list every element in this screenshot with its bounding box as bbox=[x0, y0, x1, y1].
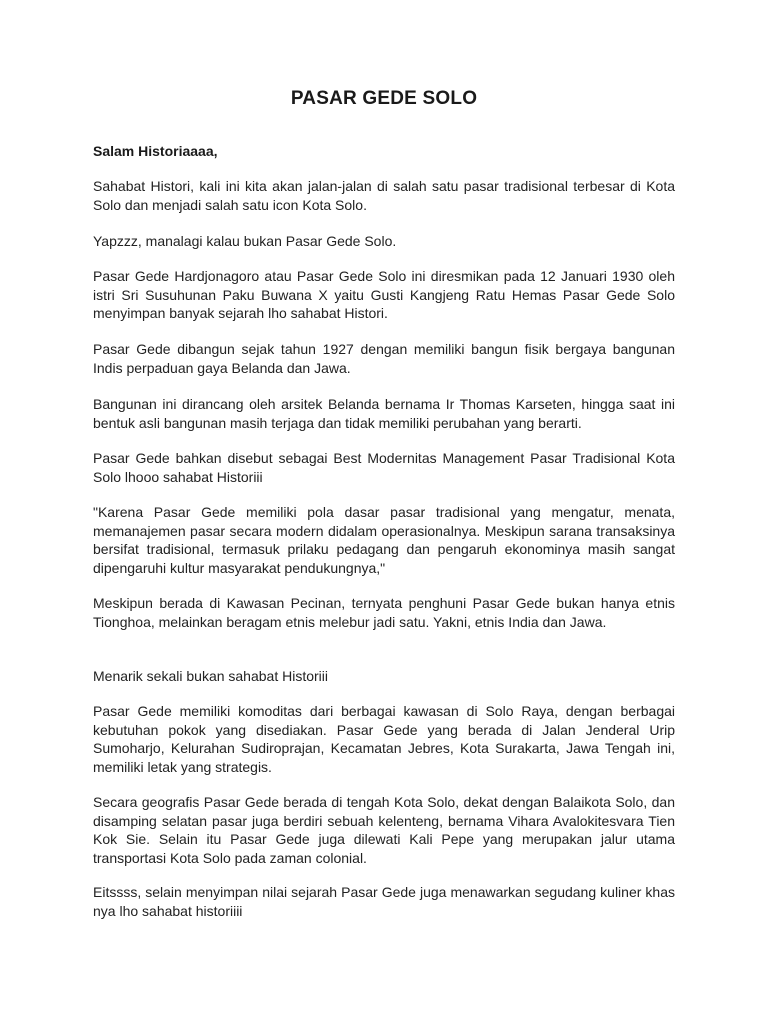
paragraph: Sahabat Histori, kali ini kita akan jalan-jalan di salah satu pasar tradisional terbesar di Kota Solo dan menjadi salah satu icon Kota Solo. bbox=[93, 178, 675, 213]
document-title: PASAR GEDE SOLO bbox=[290, 88, 478, 109]
paragraph: Pasar Gede dibangun sejak tahun 1927 dengan memiliki bangun fisik bergaya bangunan Indis perpaduan gaya Belanda dan Jawa. bbox=[93, 341, 675, 376]
paragraph: Meskipun berada di Kawasan Pecinan, ternyata penghuni Pasar Gede bukan hanya etnis Tionghoa, melainkan beragam etnis melebur jadi satu. Yakni, etnis India dan Jawa. bbox=[93, 595, 675, 630]
paragraph: "Karena Pasar Gede memiliki pola dasar pasar tradisional yang mengatur, menata, memanajemen pasar secara modern didalam operasionalnya. Meskipun sarana transaksinya bersifat tradisional, termasuk prilaku pedagang dan pengaruh ekonominya masih sangat dipengaruhi kultur masyarakat pendukungnya," bbox=[93, 504, 675, 576]
paragraph: Bangunan ini dirancang oleh arsitek Belanda bernama Ir Thomas Karseten, hingga saat ini bentuk asli bangunan masih terjaga dan tidak memiliki perubahan yang berarti. bbox=[93, 396, 675, 431]
paragraph: Pasar Gede bahkan disebut sebagai Best Modernitas Management Pasar Tradisional Kota Solo lhooo sahabat Historiii bbox=[93, 450, 675, 485]
paragraph: Yapzzz, manalagi kalau bukan Pasar Gede Solo. bbox=[93, 233, 397, 249]
paragraph: Pasar Gede Hardjonagoro atau Pasar Gede Solo ini diresmikan pada 12 Januari 1930 oleh istri Sri Susuhunan Paku Buwana X yaitu Gusti Kangjeng Ratu Hemas Pasar Gede Solo menyimpan banyak sejarah lho sahabat Histori. bbox=[93, 268, 675, 321]
paragraph: Secara geografis Pasar Gede berada di tengah Kota Solo, dekat dengan Balaikota Solo, dan disamping selatan pasar juga berdiri sebuah kelenteng, bernama Vihara Avalokitesvara Tien Kok Sie. Selain itu Pasar Gede juga dilewati Kali Pepe yang merupakan jalur utama transportasi Kota Solo pada zaman colonial. bbox=[93, 794, 675, 866]
paragraph: Eitssss, selain menyimpan nilai sejarah Pasar Gede juga menawarkan segudang kuliner khas nya lho sahabat historiiii bbox=[93, 884, 675, 919]
greeting-line: Salam Historiaaaa, bbox=[93, 143, 218, 159]
paragraph: Menarik sekali bukan sahabat Historiii bbox=[93, 668, 328, 684]
paragraph: Pasar Gede memiliki komoditas dari berbagai kawasan di Solo Raya, dengan berbagai kebutuhan pokok yang disediakan. Pasar Gede yang berada di Jalan Jenderal Urip Sumoharjo, Kelurahan Sudiroprajan, Kecamatan Jebres, Kota Surakarta, Jawa Tengah ini, memiliki letak yang strategis. bbox=[93, 703, 675, 775]
